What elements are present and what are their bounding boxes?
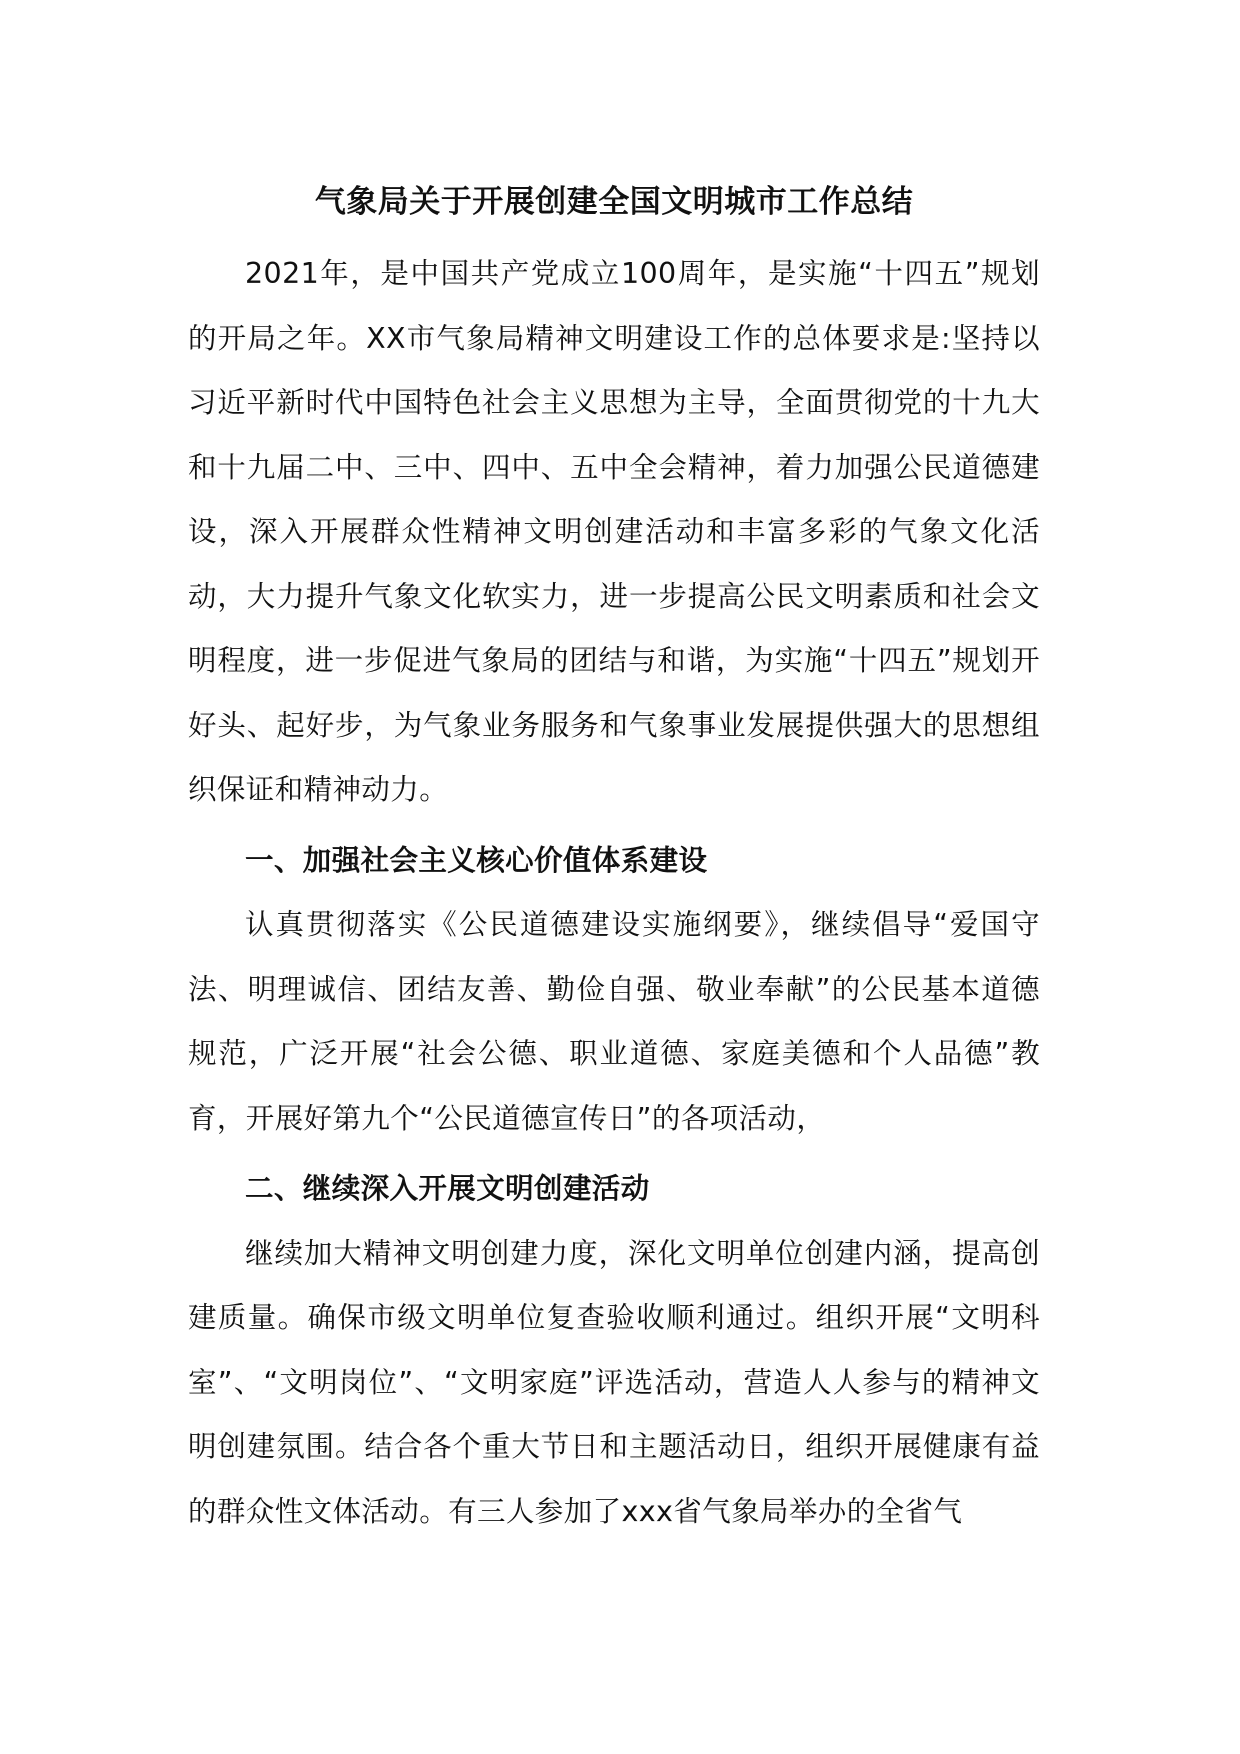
document-body <box>188 176 1040 1544</box>
section-1-paragraph: 认真贯彻落实《公民道德建设实施纲要》，继续倡导“爱国守法、明理诚信、团结友善、勤俭自强、敬业奉献”的公民基本道德规范，广泛开展“社会公德、职业道德、家庭美德和个人品德”教育，开展好第九个“公民道德宣传日”的各项活动， <box>188 908 1040 1135</box>
section-2-heading: 二、继续深入开展文明创建活动 <box>245 1172 650 1205</box>
section-2-paragraph: 继续加大精神文明创建力度，深化文明单位创建内涵，提高创建质量。确保市级文明单位复查验收顺利通过。组织开展“文明科室”、“文明岗位”、“文明家庭”评选活动，营造人人参与的精神文明创建氛围。结合各个重大节日和主题活动日，组织开展健康有益的群众性文体活动。有三人参加了xxx省气象局举办的全省气 <box>188 1236 1040 1528</box>
section-1-heading: 一、加强社会主义核心价值体系建设 <box>245 843 708 877</box>
intro-paragraph: 2021年，是中国共产党成立100周年，是实施“十四五”规划的开局之年。XX市气象局精神文明建设工作的总体要求是:坚持以习近平新时代中国特色社会主义思想为主导，全面贯彻党的十九大和十九届二中、三中、四中、五中全会精神，着力加强公民道德建设，深入开展群众性精神文明创建活动和丰富多彩的气象文化活动，大力提升气象文化软实力，进一步提高公民文明素质和社会文明程度，进一步促进气象局的团结与和谐，为实施“十四五”规划开好头、起好步，为气象业务服务和气象事业发展提供强大的思想组织保证和精神动力。 <box>188 257 1040 806</box>
document-title: 气象局关于开展创建全国文明城市工作总结 <box>314 184 914 220</box>
